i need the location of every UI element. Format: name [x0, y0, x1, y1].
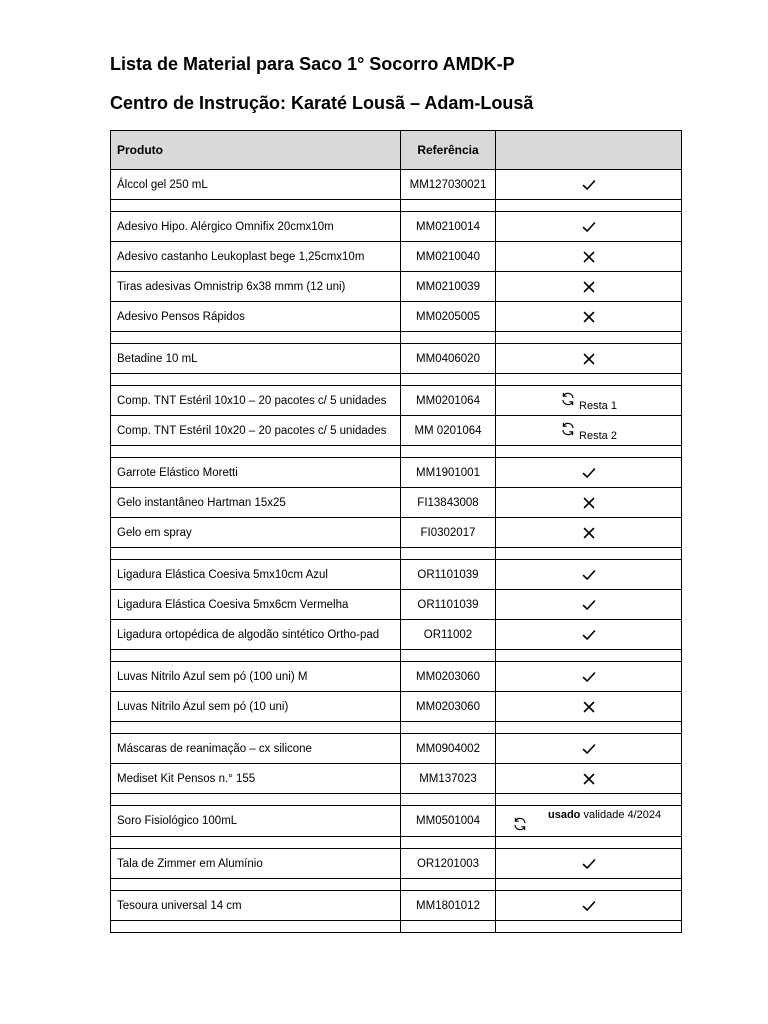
spacer-cell	[496, 794, 682, 806]
table-row	[111, 518, 682, 548]
table-row	[111, 272, 682, 302]
status-cell	[496, 891, 682, 921]
refresh-icon	[560, 391, 576, 407]
product-cell: Comp. TNT Estéril 10x10 – 20 pacotes c/ 5 unidades	[111, 386, 401, 416]
spacer-cell	[111, 921, 401, 933]
product-cell: Máscaras de reanimação – cx silicone	[111, 734, 401, 764]
cross-icon	[581, 699, 597, 715]
cross-icon	[581, 279, 597, 295]
product-cell: Adesivo Hipo. Alérgico Omnifix 20cmx10m	[111, 212, 401, 242]
spacer-cell	[111, 650, 401, 662]
refresh-icon	[512, 816, 528, 832]
table-spacer-row	[111, 446, 682, 458]
table-row	[111, 344, 682, 374]
product-cell: Gelo instantâneo Hartman 15x25	[111, 488, 401, 518]
status-cell	[496, 386, 682, 416]
status-cell	[496, 458, 682, 488]
table-row	[111, 242, 682, 272]
status-cell	[496, 662, 682, 692]
spacer-cell	[111, 794, 401, 806]
document-subtitle: Centro de Instrução: Karaté Lousã – Adam-Lousã	[110, 93, 534, 113]
cross-icon	[581, 249, 597, 265]
table-row	[111, 170, 682, 200]
spacer-cell	[401, 921, 496, 933]
reference-cell: MM0201064	[401, 386, 496, 416]
cross-icon	[581, 525, 597, 541]
spacer-cell	[496, 446, 682, 458]
table-row	[111, 692, 682, 722]
table-row	[111, 620, 682, 650]
spacer-cell	[496, 548, 682, 560]
spacer-cell	[111, 837, 401, 849]
table-row	[111, 212, 682, 242]
reference-cell: MM0501004	[401, 806, 496, 837]
spacer-cell	[401, 374, 496, 386]
spacer-cell	[496, 650, 682, 662]
table-spacer-row	[111, 332, 682, 344]
table-row	[111, 416, 682, 446]
product-cell: Álccol gel 250 mL	[111, 170, 401, 200]
table-spacer-row	[111, 650, 682, 662]
table-row	[111, 891, 682, 921]
header-product: Produto	[111, 131, 401, 170]
table-spacer-row	[111, 722, 682, 734]
table-row	[111, 764, 682, 794]
cross-icon	[581, 495, 597, 511]
document-title: Lista de Material para Saco 1° Socorro AMDK-P	[110, 54, 515, 74]
status-cell	[496, 272, 682, 302]
refresh-icon	[560, 421, 576, 437]
cross-icon	[581, 351, 597, 367]
header-reference: Referência	[401, 131, 496, 170]
status-cell	[496, 518, 682, 548]
table-row	[111, 806, 682, 837]
check-icon	[581, 856, 597, 872]
reference-cell: MM1901001	[401, 458, 496, 488]
spacer-cell	[111, 722, 401, 734]
product-cell: Tala de Zimmer em Alumínio	[111, 849, 401, 879]
status-cell	[496, 734, 682, 764]
product-cell: Gelo em spray	[111, 518, 401, 548]
product-cell: Ligadura ortopédica de algodão sintético Ortho-pad	[111, 620, 401, 650]
check-icon	[581, 465, 597, 481]
spacer-cell	[401, 879, 496, 891]
product-cell: Tesoura universal 14 cm	[111, 891, 401, 921]
status-with-note	[560, 421, 617, 442]
spacer-cell	[496, 374, 682, 386]
table-row	[111, 302, 682, 332]
status-note: Resta 1	[579, 400, 617, 412]
status-cell	[496, 344, 682, 374]
spacer-cell	[401, 548, 496, 560]
product-cell: Luvas Nitrilo Azul sem pó (100 uni) M	[111, 662, 401, 692]
reference-cell: OR1201003	[401, 849, 496, 879]
reference-cell: MM0203060	[401, 662, 496, 692]
spacer-cell	[496, 722, 682, 734]
header-status	[496, 131, 682, 170]
table-row	[111, 488, 682, 518]
status-cell	[496, 488, 682, 518]
reference-cell: FI13843008	[401, 488, 496, 518]
table-row	[111, 458, 682, 488]
check-icon	[581, 741, 597, 757]
product-cell: Tiras adesivas Omnistrip 6x38 mmm (12 uni)	[111, 272, 401, 302]
status-cell	[496, 242, 682, 272]
table-row	[111, 734, 682, 764]
reference-cell: OR1101039	[401, 560, 496, 590]
table-row	[111, 849, 682, 879]
product-cell: Adesivo castanho Leukoplast bege 1,25cmx10m	[111, 242, 401, 272]
material-table	[110, 130, 682, 933]
spacer-cell	[111, 879, 401, 891]
spacer-cell	[111, 548, 401, 560]
status-note	[548, 809, 661, 821]
table-spacer-row	[111, 879, 682, 891]
cross-icon	[581, 771, 597, 787]
table-spacer-row	[111, 548, 682, 560]
product-cell: Garrote Elástico Moretti	[111, 458, 401, 488]
product-cell: Soro Fisiológico 100mL	[111, 806, 401, 837]
spacer-cell	[401, 446, 496, 458]
check-icon	[581, 597, 597, 613]
table-row	[111, 590, 682, 620]
table-row	[111, 662, 682, 692]
product-cell: Ligadura Elástica Coesiva 5mx10cm Azul	[111, 560, 401, 590]
reference-cell: FI0302017	[401, 518, 496, 548]
reference-cell: MM0904002	[401, 734, 496, 764]
spacer-cell	[401, 332, 496, 344]
reference-cell: MM0210040	[401, 242, 496, 272]
reference-cell: MM 0201064	[401, 416, 496, 446]
reference-cell: MM0406020	[401, 344, 496, 374]
reference-cell: MM0210014	[401, 212, 496, 242]
spacer-cell	[401, 650, 496, 662]
check-icon	[581, 669, 597, 685]
status-cell	[496, 849, 682, 879]
spacer-cell	[111, 332, 401, 344]
status-cell	[496, 692, 682, 722]
status-cell	[496, 302, 682, 332]
product-cell: Comp. TNT Estéril 10x20 – 20 pacotes c/ 5 unidades	[111, 416, 401, 446]
reference-cell: MM137023	[401, 764, 496, 794]
product-cell: Mediset Kit Pensos n.° 155	[111, 764, 401, 794]
reference-cell: MM1801012	[401, 891, 496, 921]
spacer-cell	[401, 200, 496, 212]
product-cell: Ligadura Elástica Coesiva 5mx6cm Vermelha	[111, 590, 401, 620]
product-cell: Luvas Nitrilo Azul sem pó (10 uni)	[111, 692, 401, 722]
status-note: Resta 2	[579, 430, 617, 442]
status-note-bold: usado	[548, 809, 581, 821]
table-spacer-row	[111, 921, 682, 933]
reference-cell: OR1101039	[401, 590, 496, 620]
status-cell	[496, 590, 682, 620]
reference-cell: OR11002	[401, 620, 496, 650]
table-spacer-row	[111, 200, 682, 212]
table-row	[111, 560, 682, 590]
check-icon	[581, 627, 597, 643]
check-icon	[581, 219, 597, 235]
product-cell: Betadine 10 mL	[111, 344, 401, 374]
spacer-cell	[401, 722, 496, 734]
spacer-cell	[496, 879, 682, 891]
spacer-cell	[496, 200, 682, 212]
reference-cell: MM0205005	[401, 302, 496, 332]
check-icon	[581, 898, 597, 914]
table-header-row	[111, 131, 682, 170]
table-spacer-row	[111, 374, 682, 386]
reference-cell: MM127030021	[401, 170, 496, 200]
table-row	[111, 386, 682, 416]
check-icon	[581, 177, 597, 193]
table-spacer-row	[111, 794, 682, 806]
check-icon	[581, 567, 597, 583]
cross-icon	[581, 309, 597, 325]
table-spacer-row	[111, 837, 682, 849]
spacer-cell	[111, 200, 401, 212]
product-cell: Adesivo Pensos Rápidos	[111, 302, 401, 332]
status-with-note	[560, 391, 617, 412]
reference-cell: MM0210039	[401, 272, 496, 302]
status-cell	[496, 170, 682, 200]
spacer-cell	[401, 837, 496, 849]
status-cell	[496, 620, 682, 650]
status-note-rest: validade 4/2024	[580, 809, 662, 821]
status-cell	[496, 416, 682, 446]
status-cell	[496, 806, 682, 837]
status-cell	[496, 212, 682, 242]
spacer-cell	[401, 794, 496, 806]
spacer-cell	[496, 332, 682, 344]
status-cell	[496, 764, 682, 794]
status-with-note	[512, 809, 677, 837]
spacer-cell	[496, 837, 682, 849]
spacer-cell	[496, 921, 682, 933]
status-cell	[496, 560, 682, 590]
spacer-cell	[111, 374, 401, 386]
reference-cell: MM0203060	[401, 692, 496, 722]
spacer-cell	[111, 446, 401, 458]
